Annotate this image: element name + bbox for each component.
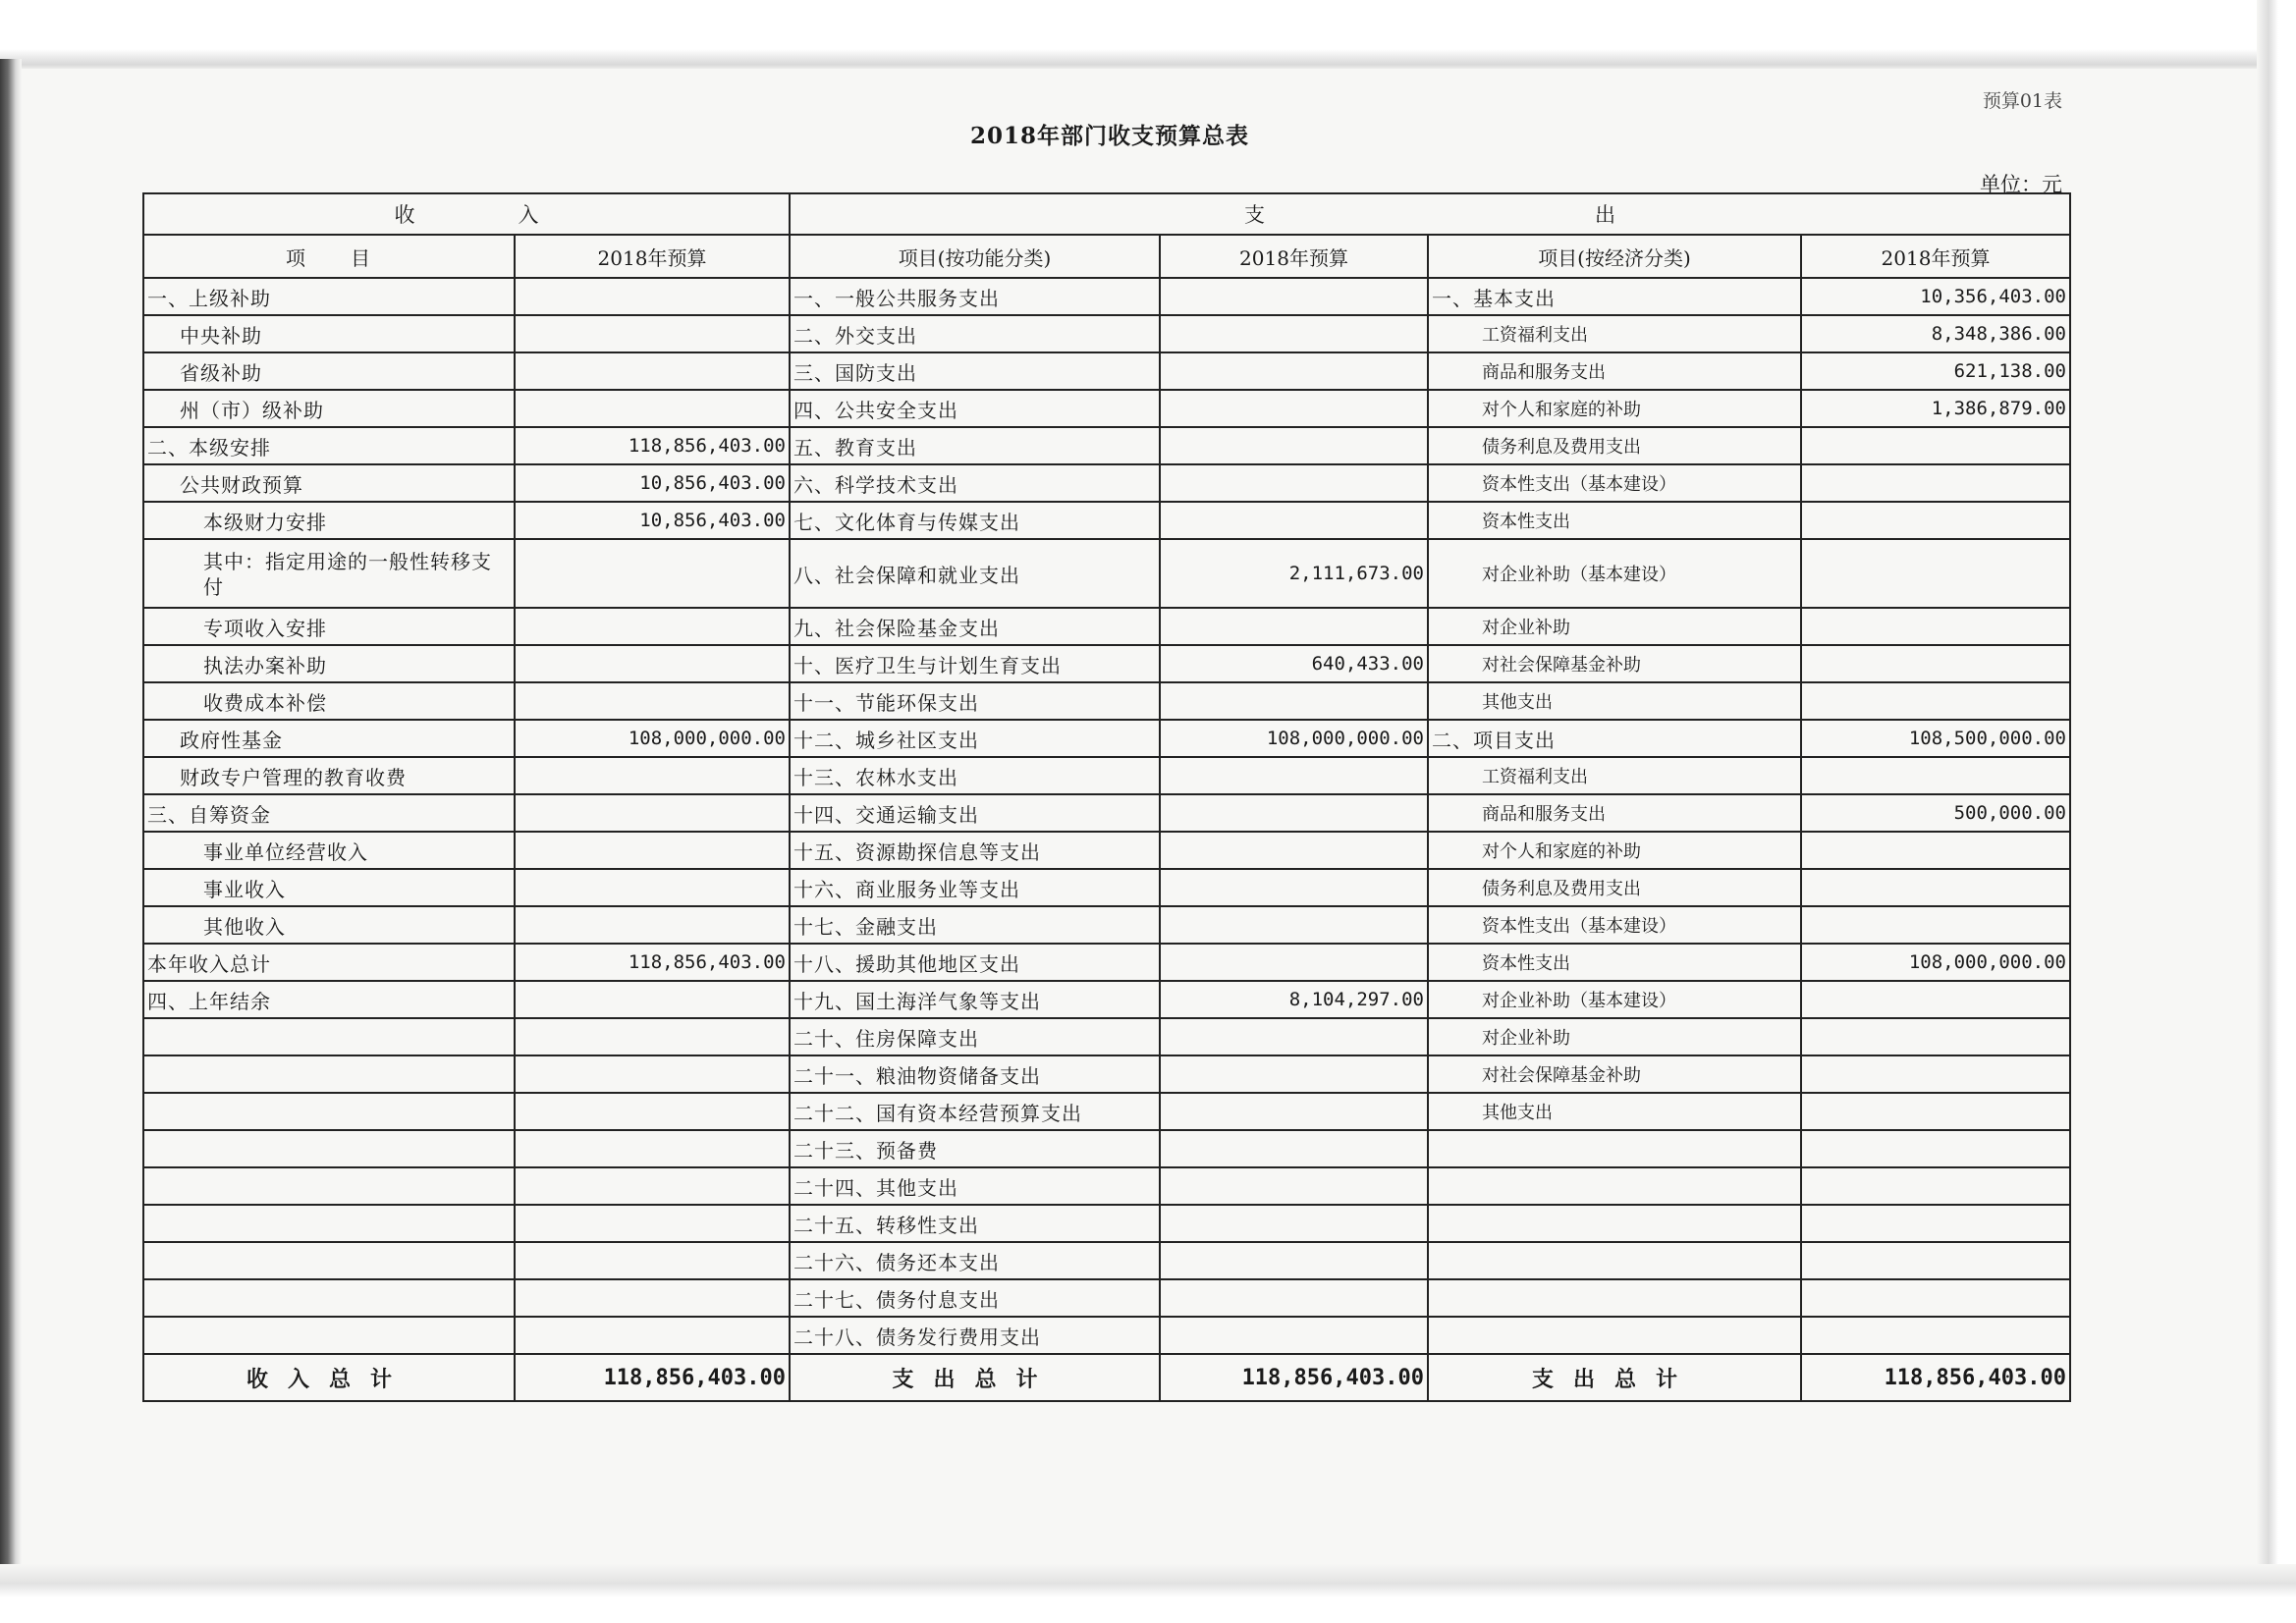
table-row (143, 906, 2070, 944)
econ-item: 对个人和家庭的补助 (1428, 832, 1801, 869)
income-item: 其他收入 (143, 906, 515, 944)
econ-item: 债务利息及费用支出 (1428, 427, 1801, 464)
econ-value (1801, 682, 2070, 720)
econ-item: 对企业补助 (1428, 1018, 1801, 1055)
func-value (1160, 1055, 1428, 1093)
income-value (515, 757, 790, 794)
scan-border-top (0, 0, 2296, 69)
income-item: 州（市）级补助 (143, 390, 515, 427)
table-row (143, 757, 2070, 794)
income-item (143, 1317, 515, 1354)
func-value (1160, 794, 1428, 832)
table-row (143, 1018, 2070, 1055)
col-income-item: 项 目 (143, 235, 515, 278)
func-value (1160, 427, 1428, 464)
func-item: 十三、农林水支出 (790, 757, 1160, 794)
econ-item: 商品和服务支出 (1428, 794, 1801, 832)
econ-item (1428, 1317, 1801, 1354)
table-row (143, 1317, 2070, 1354)
func-item: 二、外交支出 (790, 315, 1160, 352)
table-row (143, 1093, 2070, 1130)
func-item: 十九、国土海洋气象等支出 (790, 981, 1160, 1018)
econ-total-label: 支出总计 (1428, 1354, 1801, 1401)
income-value: 118,856,403.00 (515, 427, 790, 464)
col-income-budget: 2018年预算 (515, 235, 790, 278)
econ-item: 资本性支出 (1428, 502, 1801, 539)
table-row (143, 427, 2070, 464)
econ-value (1801, 502, 2070, 539)
econ-item: 对个人和家庭的补助 (1428, 390, 1801, 427)
func-item: 二十四、其他支出 (790, 1167, 1160, 1205)
table-row (143, 278, 2070, 315)
func-value (1160, 278, 1428, 315)
func-value (1160, 502, 1428, 539)
econ-value (1801, 427, 2070, 464)
income-total-label: 收入总计 (143, 1354, 515, 1401)
income-item: 事业收入 (143, 869, 515, 906)
func-item: 二十三、预备费 (790, 1130, 1160, 1167)
col-econ-item: 项目(按经济分类) (1428, 235, 1801, 278)
income-value: 10,856,403.00 (515, 502, 790, 539)
econ-value (1801, 1317, 2070, 1354)
income-value: 108,000,000.00 (515, 720, 790, 757)
econ-item: 债务利息及费用支出 (1428, 869, 1801, 906)
table-row (143, 1167, 2070, 1205)
econ-value (1801, 1279, 2070, 1317)
income-item: 其中：指定用途的一般性转移支付 (143, 539, 515, 608)
func-value (1160, 682, 1428, 720)
col-func-item: 项目(按功能分类) (790, 235, 1160, 278)
income-value (515, 1018, 790, 1055)
func-item: 二十一、粮油物资储备支出 (790, 1055, 1160, 1093)
income-value (515, 608, 790, 645)
func-item: 十四、交通运输支出 (790, 794, 1160, 832)
func-value (1160, 352, 1428, 390)
income-item: 执法办案补助 (143, 645, 515, 682)
econ-item (1428, 1130, 1801, 1167)
income-item: 收费成本补偿 (143, 682, 515, 720)
income-item: 事业单位经营收入 (143, 832, 515, 869)
table-row (143, 352, 2070, 390)
econ-item: 对企业补助 (1428, 608, 1801, 645)
econ-value: 621,138.00 (1801, 352, 2070, 390)
func-item: 二十七、债务付息支出 (790, 1279, 1160, 1317)
table-row (143, 869, 2070, 906)
income-value (515, 906, 790, 944)
income-value: 118,856,403.00 (515, 944, 790, 981)
page-title: 2018年部门收支预算总表 (969, 123, 1249, 149)
income-item: 二、本级安排 (143, 427, 515, 464)
econ-value (1801, 1055, 2070, 1093)
econ-item (1428, 1167, 1801, 1205)
income-value (515, 981, 790, 1018)
econ-item: 对社会保障基金补助 (1428, 1055, 1801, 1093)
econ-item: 商品和服务支出 (1428, 352, 1801, 390)
func-value (1160, 608, 1428, 645)
table-row (143, 1055, 2070, 1093)
income-item: 三、自筹资金 (143, 794, 515, 832)
func-item: 四、公共安全支出 (790, 390, 1160, 427)
econ-item: 对企业补助（基本建设） (1428, 539, 1801, 608)
income-value: 10,856,403.00 (515, 464, 790, 502)
econ-value (1801, 869, 2070, 906)
income-value (515, 1093, 790, 1130)
func-value (1160, 869, 1428, 906)
econ-value (1801, 757, 2070, 794)
income-value (515, 1317, 790, 1354)
econ-total-value: 118,856,403.00 (1801, 1354, 2070, 1401)
econ-value (1801, 539, 2070, 608)
func-value (1160, 944, 1428, 981)
income-value (515, 682, 790, 720)
income-value (515, 539, 790, 608)
func-item: 一、一般公共服务支出 (790, 278, 1160, 315)
econ-value (1801, 1018, 2070, 1055)
func-item: 十二、城乡社区支出 (790, 720, 1160, 757)
income-value (515, 1205, 790, 1242)
econ-value (1801, 1093, 2070, 1130)
income-item (143, 1130, 515, 1167)
econ-value (1801, 1130, 2070, 1167)
func-item: 八、社会保障和就业支出 (790, 539, 1160, 608)
table-row (143, 390, 2070, 427)
income-value (515, 645, 790, 682)
econ-value: 108,500,000.00 (1801, 720, 2070, 757)
totals-row (143, 1354, 2070, 1401)
func-value (1160, 1279, 1428, 1317)
income-item (143, 1279, 515, 1317)
income-header: 收 入 (143, 193, 790, 235)
header-row-columns (143, 235, 2070, 278)
econ-item: 资本性支出（基本建设） (1428, 464, 1801, 502)
econ-item: 二、项目支出 (1428, 720, 1801, 757)
income-value (515, 278, 790, 315)
func-item: 九、社会保险基金支出 (790, 608, 1160, 645)
unit-label: 单位：元 (1980, 173, 2062, 196)
income-item (143, 1093, 515, 1130)
table-row (143, 832, 2070, 869)
expenditure-header: 支 出 (790, 193, 2070, 235)
econ-value: 1,386,879.00 (1801, 390, 2070, 427)
income-item: 政府性基金 (143, 720, 515, 757)
econ-item (1428, 1205, 1801, 1242)
income-item (143, 1242, 515, 1279)
income-item (143, 1018, 515, 1055)
func-value: 2,111,673.00 (1160, 539, 1428, 608)
econ-value: 500,000.00 (1801, 794, 2070, 832)
econ-item: 资本性支出 (1428, 944, 1801, 981)
func-value: 108,000,000.00 (1160, 720, 1428, 757)
func-item: 十六、商业服务业等支出 (790, 869, 1160, 906)
table-row (143, 315, 2070, 352)
col-econ-budget: 2018年预算 (1801, 235, 2070, 278)
func-item: 二十八、债务发行费用支出 (790, 1317, 1160, 1354)
table-row (143, 1130, 2070, 1167)
scan-border-bottom (0, 1564, 2296, 1623)
col-func-budget: 2018年预算 (1160, 235, 1428, 278)
func-value (1160, 1130, 1428, 1167)
income-value (515, 1167, 790, 1205)
econ-value (1801, 981, 2070, 1018)
func-value (1160, 757, 1428, 794)
func-total-value: 118,856,403.00 (1160, 1354, 1428, 1401)
budget-table (142, 192, 2071, 1402)
income-value (515, 794, 790, 832)
table-row (143, 1279, 2070, 1317)
func-value: 640,433.00 (1160, 645, 1428, 682)
table-row (143, 944, 2070, 981)
income-value (515, 1130, 790, 1167)
func-value (1160, 315, 1428, 352)
income-item: 专项收入安排 (143, 608, 515, 645)
income-item (143, 1167, 515, 1205)
income-total-value: 118,856,403.00 (515, 1354, 790, 1401)
func-value (1160, 1317, 1428, 1354)
income-item: 一、上级补助 (143, 278, 515, 315)
econ-value (1801, 906, 2070, 944)
econ-value: 108,000,000.00 (1801, 944, 2070, 981)
func-item: 二十六、债务还本支出 (790, 1242, 1160, 1279)
income-item: 财政专户管理的教育收费 (143, 757, 515, 794)
econ-item (1428, 1279, 1801, 1317)
func-item: 六、科学技术支出 (790, 464, 1160, 502)
scan-border-right (2257, 0, 2296, 1623)
econ-value (1801, 1242, 2070, 1279)
func-value (1160, 1242, 1428, 1279)
table-row (143, 720, 2070, 757)
econ-item: 其他支出 (1428, 1093, 1801, 1130)
econ-value: 8,348,386.00 (1801, 315, 2070, 352)
func-value (1160, 390, 1428, 427)
func-value (1160, 1205, 1428, 1242)
table-row (143, 502, 2070, 539)
func-item: 三、国防支出 (790, 352, 1160, 390)
func-value (1160, 1093, 1428, 1130)
income-value (515, 1055, 790, 1093)
table-row (143, 464, 2070, 502)
income-value (515, 352, 790, 390)
econ-value (1801, 1205, 2070, 1242)
func-item: 二十五、转移性支出 (790, 1205, 1160, 1242)
func-item: 二十、住房保障支出 (790, 1018, 1160, 1055)
func-value (1160, 1018, 1428, 1055)
func-value (1160, 906, 1428, 944)
func-value (1160, 832, 1428, 869)
table-row (143, 645, 2070, 682)
income-item: 本年收入总计 (143, 944, 515, 981)
table-row (143, 981, 2070, 1018)
econ-value (1801, 645, 2070, 682)
econ-item: 对企业补助（基本建设） (1428, 981, 1801, 1018)
income-item: 四、上年结余 (143, 981, 515, 1018)
form-number: 预算01表 (1982, 90, 2062, 112)
table-row (143, 539, 2070, 608)
func-item: 十一、节能环保支出 (790, 682, 1160, 720)
econ-value (1801, 608, 2070, 645)
econ-item: 对社会保障基金补助 (1428, 645, 1801, 682)
table-row (143, 608, 2070, 645)
income-value (515, 832, 790, 869)
income-item: 公共财政预算 (143, 464, 515, 502)
income-value (515, 390, 790, 427)
income-item: 中央补助 (143, 315, 515, 352)
econ-item (1428, 1242, 1801, 1279)
econ-value (1801, 464, 2070, 502)
income-item (143, 1055, 515, 1093)
econ-item: 工资福利支出 (1428, 315, 1801, 352)
econ-item: 资本性支出（基本建设） (1428, 906, 1801, 944)
func-value (1160, 464, 1428, 502)
econ-value: 10,356,403.00 (1801, 278, 2070, 315)
func-item: 十五、资源勘探信息等支出 (790, 832, 1160, 869)
econ-item: 工资福利支出 (1428, 757, 1801, 794)
table-row (143, 682, 2070, 720)
income-item (143, 1205, 515, 1242)
func-value: 8,104,297.00 (1160, 981, 1428, 1018)
func-item: 十八、援助其他地区支出 (790, 944, 1160, 981)
header-row-groups (143, 193, 2070, 235)
income-value (515, 315, 790, 352)
income-value (515, 1242, 790, 1279)
table-row (143, 1205, 2070, 1242)
func-item: 二十二、国有资本经营预算支出 (790, 1093, 1160, 1130)
econ-item: 其他支出 (1428, 682, 1801, 720)
func-value (1160, 1167, 1428, 1205)
func-item: 七、文化体育与传媒支出 (790, 502, 1160, 539)
econ-value (1801, 832, 2070, 869)
income-value (515, 869, 790, 906)
econ-value (1801, 1167, 2070, 1205)
econ-item: 一、基本支出 (1428, 278, 1801, 315)
func-item: 十、医疗卫生与计划生育支出 (790, 645, 1160, 682)
income-value (515, 1279, 790, 1317)
income-item: 本级财力安排 (143, 502, 515, 539)
func-total-label: 支出总计 (790, 1354, 1160, 1401)
scan-border-left (0, 59, 22, 1623)
table-row (143, 1242, 2070, 1279)
income-item: 省级补助 (143, 352, 515, 390)
table-row (143, 794, 2070, 832)
func-item: 十七、金融支出 (790, 906, 1160, 944)
func-item: 五、教育支出 (790, 427, 1160, 464)
